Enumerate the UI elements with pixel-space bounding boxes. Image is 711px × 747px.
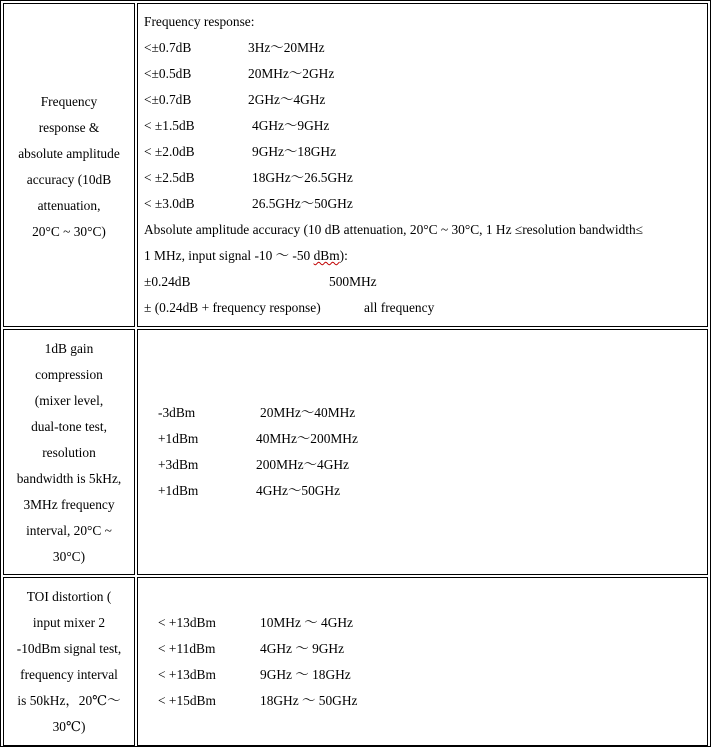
parameter-line: response & [38,120,100,135]
parameter-line: 30°C) [52,549,86,564]
parameter-line: accuracy (10dB [26,172,112,187]
parameter-line: resolution [42,445,96,460]
parameter-line: attenuation, [37,198,101,213]
spec-range: 2GHz～4GHz [248,92,326,107]
parameter-cell [3,329,135,575]
parameter-line: is 50kHz，20℃～ [17,693,121,708]
spec-range: 26.5GHz～50GHz [252,196,353,211]
condition-close: ): [339,248,348,263]
spec-value: < +13dBm [158,615,216,630]
spec-range: 9GHz ～ 18GHz [260,667,351,682]
spec-value: < ±2.5dB [144,170,195,185]
parameter-line: input mixer 2 [32,615,106,630]
section-heading: Frequency response: [144,14,255,29]
spec-value: < ±3.0dB [144,196,195,211]
parameter-line: frequency interval [20,667,118,682]
condition-text: 1 MHz, input signal -10 ～ -50 [144,248,314,263]
table-row [3,577,708,746]
spec-cell [137,577,708,746]
spec-range: 4GHz～9GHz [252,118,330,133]
spec-value: -3dBm [158,405,196,420]
spec-cell [137,3,708,327]
spec-value: +1dBm [158,431,199,446]
absolute-accuracy-heading: Absolute amplitude accuracy (10 dB attenuation, 20°C ~ 30°C, 1 Hz ≤resolution bandwidth≤ [144,222,643,237]
parameter-line: absolute amplitude [18,146,120,161]
spec-range: 18GHz ～ 50GHz [260,693,358,708]
parameter-cell [3,577,135,746]
spec-value: +3dBm [158,457,199,472]
spec-value: < +11dBm [158,641,216,656]
spec-range: 4GHz～50GHz [256,483,341,498]
spec-value: <±0.7dB [144,92,192,107]
spec-range: 500MHz [329,274,377,289]
spec-value: ±0.24dB [144,274,191,289]
spec-value: <±0.7dB [144,40,192,55]
parameter-line: TOI distortion ( [26,589,112,604]
parameter-line: Frequency [40,94,98,109]
parameter-line: (mixer level, [34,393,104,408]
parameter-line: interval, 20°C ~ [26,523,112,538]
spec-value: < ±2.0dB [144,144,195,159]
spec-value: ± (0.24dB + frequency response) [144,300,321,315]
table-row [3,329,708,575]
parameter-line: 1dB gain [44,341,94,356]
spec-range: 3Hz～20MHz [248,40,325,55]
parameter-line: 20°C ~ 30°C) [32,224,106,239]
absolute-accuracy-condition [144,243,348,269]
table-row [3,3,708,327]
spec-range: 9GHz～18GHz [252,144,337,159]
spec-range: all frequency [364,300,435,315]
parameter-line: compression [35,367,103,382]
unit-text: dBm [313,248,340,263]
parameter-line: -10dBm signal test, [16,641,122,656]
parameter-line: 3MHz frequency [23,497,115,512]
spec-value: < +13dBm [158,667,216,682]
spec-value: < ±1.5dB [144,118,195,133]
parameter-line: bandwidth is 5kHz, [16,471,122,486]
spec-range: 4GHz ～ 9GHz [260,641,345,656]
spec-range: 20MHz～2GHz [248,66,335,81]
spec-value: +1dBm [158,483,199,498]
parameter-line: 30℃) [52,719,86,734]
parameter-line: dual-tone test, [31,419,107,434]
spec-value: < +15dBm [158,693,216,708]
spec-cell [137,329,708,575]
spec-range: 20MHz～40MHz [260,405,356,420]
spec-value: <±0.5dB [144,66,192,81]
spec-range: 200MHz～4GHz [256,457,349,472]
spec-range: 40MHz～200MHz [256,431,358,446]
parameter-cell [3,3,135,327]
spec-range: 18GHz～26.5GHz [252,170,353,185]
spec-range: 10MHz ～ 4GHz [260,615,353,630]
